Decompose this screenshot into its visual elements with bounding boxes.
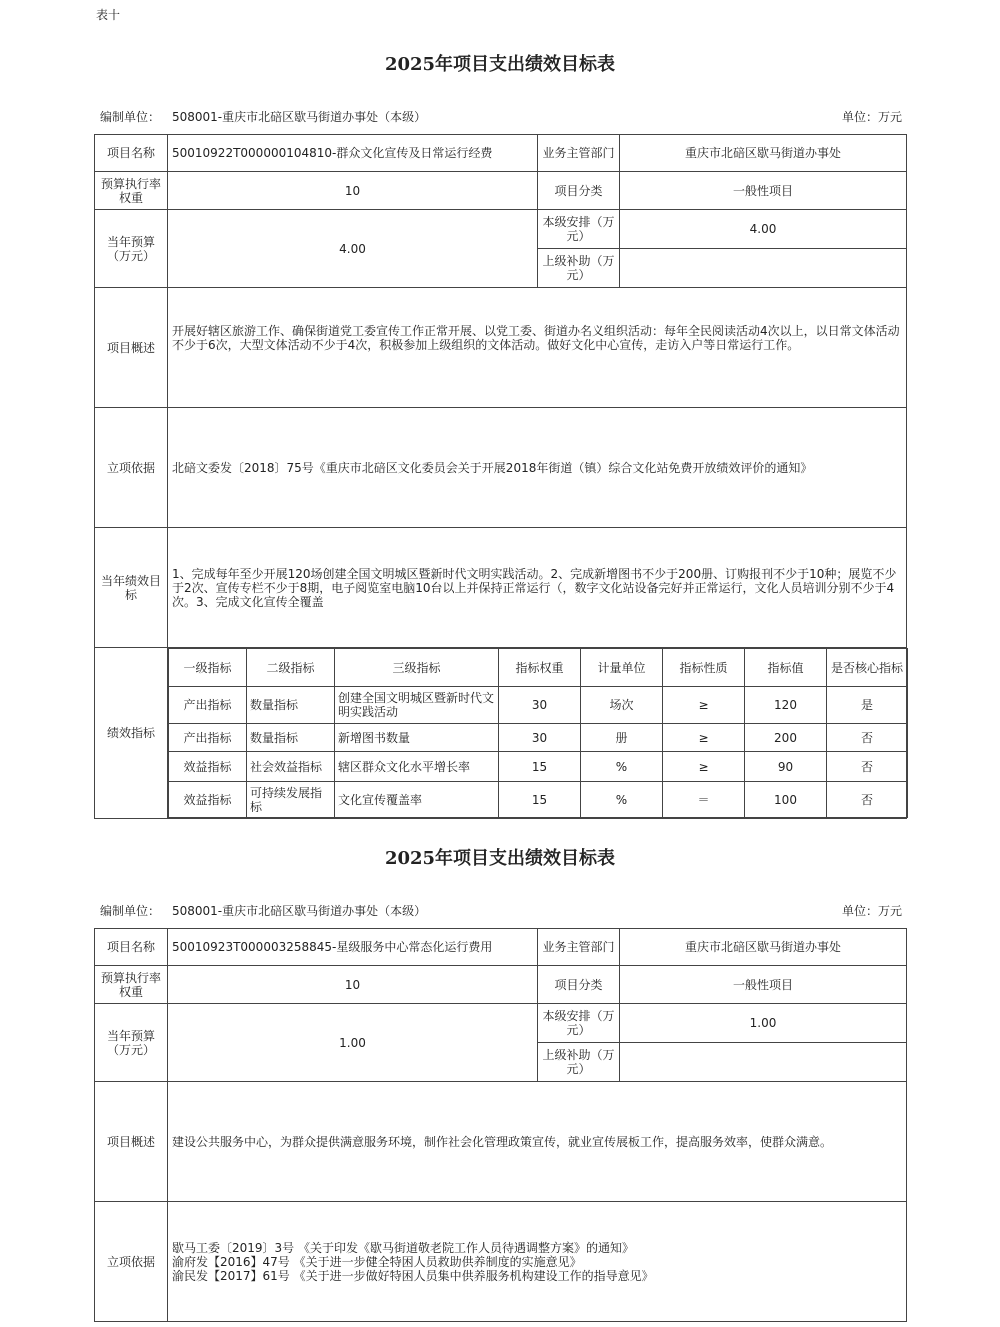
row-weight xyxy=(95,172,907,210)
header-core: 是否核心指标 xyxy=(827,649,908,687)
row-overview xyxy=(95,1082,907,1202)
unit-label: 单位：万元 xyxy=(841,110,902,124)
budget-value: 1.00 xyxy=(168,1004,538,1082)
category-value: 一般性项目 xyxy=(620,172,907,210)
indicator-level2: 数量指标 xyxy=(247,687,335,724)
compiler-label: 编制单位： xyxy=(100,904,161,918)
indicator-nature: ≥ xyxy=(663,724,745,752)
compiler-label: 编制单位： xyxy=(100,110,161,124)
basis-text-block xyxy=(168,1202,907,1322)
subsidy-label: 上级补助（万元） xyxy=(538,1043,620,1082)
indicator-value: 120 xyxy=(745,687,827,724)
indicators-label: 绩效指标 xyxy=(95,648,168,819)
own-arrangement-label: 本级安排（万元） xyxy=(538,1004,620,1043)
indicator-weight: 15 xyxy=(499,752,581,782)
basis-text: 北碚文委发〔2018〕75号《重庆市北碚区文化委员会关于开展2018年街道（镇）综合文化站免费开放绩效评价的通知》 xyxy=(168,408,907,528)
project-name-label: 项目名称 xyxy=(95,135,168,172)
project-name-value: 50010922T000000104810-群众文化宣传及日常运行经费 xyxy=(168,135,538,172)
indicator-level1: 产出指标 xyxy=(169,724,247,752)
header-level1: 一级指标 xyxy=(169,649,247,687)
indicator-unit: 册 xyxy=(581,724,663,752)
indicator-level1: 产出指标 xyxy=(169,687,247,724)
header-nature: 指标性质 xyxy=(663,649,745,687)
weight-value: 10 xyxy=(168,966,538,1004)
indicator-value: 90 xyxy=(745,752,827,782)
dept-label: 业务主管部门 xyxy=(538,135,620,172)
header-unit: 计量单位 xyxy=(581,649,663,687)
indicator-unit: % xyxy=(581,752,663,782)
project-name-value: 50010923T000003258845-星级服务中心常态化运行费用 xyxy=(168,929,538,966)
section-1-title: 2025年项目支出绩效目标表 xyxy=(384,54,616,75)
indicator-weight: 30 xyxy=(499,724,581,752)
row-goal xyxy=(95,528,907,648)
row-weight xyxy=(95,966,907,1004)
subsidy-label: 上级补助（万元） xyxy=(538,249,620,288)
table-number-label: 表十 xyxy=(96,8,121,22)
row-budget xyxy=(95,210,907,249)
table-row xyxy=(169,782,908,818)
compiler-value: 508001-重庆市北碚区歇马街道办事处（本级） xyxy=(172,904,427,918)
budget-label: 当年预算（万元） xyxy=(95,1004,168,1082)
own-arrangement-value: 1.00 xyxy=(620,1004,907,1043)
section-2-table xyxy=(94,928,907,1322)
own-arrangement-label: 本级安排（万元） xyxy=(538,210,620,249)
indicator-weight: 15 xyxy=(499,782,581,818)
row-budget xyxy=(95,1004,907,1043)
overview-label: 项目概述 xyxy=(95,288,168,408)
category-label: 项目分类 xyxy=(538,172,620,210)
indicators-table xyxy=(168,648,908,818)
indicator-core: 是 xyxy=(827,687,908,724)
indicator-level1: 效益指标 xyxy=(169,752,247,782)
subsidy-value xyxy=(620,1043,907,1082)
category-label: 项目分类 xyxy=(538,966,620,1004)
subsidy-value xyxy=(620,249,907,288)
header-weight: 指标权重 xyxy=(499,649,581,687)
goal-text: 1、完成每年至少开展120场创建全国文明城区暨新时代文明实践活动。2、完成新增图书不少于200册、订购报刊不少于10种；展览不少于2次、宣传专栏不少于8期，电子阅览室电脑10台以上并保持正常运行（，数字文化站设备完好并正常运行，文化人员培训分别不少于4次。3、完成文化宣传全覆盖 xyxy=(168,528,907,648)
basis-line: 歇马工委〔2019〕3号 《关于印发《歇马街道敬老院工作人员待遇调整方案》的通知》 xyxy=(172,1240,634,1255)
indicator-core: 否 xyxy=(827,724,908,752)
basis-label: 立项依据 xyxy=(95,1202,168,1322)
indicator-weight: 30 xyxy=(499,687,581,724)
indicator-level3: 文化宣传覆盖率 xyxy=(335,782,499,818)
indicator-level3: 新增图书数量 xyxy=(335,724,499,752)
header-level3: 三级指标 xyxy=(335,649,499,687)
indicator-header-row xyxy=(169,649,908,687)
indicator-nature: ＝ xyxy=(663,782,745,818)
row-project-name xyxy=(95,929,907,966)
indicator-level2: 社会效益指标 xyxy=(247,752,335,782)
indicator-level2: 可持续发展指标 xyxy=(247,782,335,818)
compiler-value: 508001-重庆市北碚区歇马街道办事处（本级） xyxy=(172,110,427,124)
own-arrangement-value: 4.00 xyxy=(620,210,907,249)
indicator-nature: ≥ xyxy=(663,752,745,782)
goal-label: 当年绩效目标 xyxy=(95,528,168,648)
dept-label: 业务主管部门 xyxy=(538,929,620,966)
weight-value: 10 xyxy=(168,172,538,210)
indicator-level3: 创建全国文明城区暨新时代文明实践活动 xyxy=(335,687,499,724)
section-2-title: 2025年项目支出绩效目标表 xyxy=(384,848,616,869)
indicator-nature: ≥ xyxy=(663,687,745,724)
indicator-level1: 效益指标 xyxy=(169,782,247,818)
weight-label: 预算执行率权重 xyxy=(95,172,168,210)
indicator-unit: 场次 xyxy=(581,687,663,724)
header-level2: 二级指标 xyxy=(247,649,335,687)
basis-label: 立项依据 xyxy=(95,408,168,528)
overview-text: 开展好辖区旅游工作、确保街道党工委宣传工作正常开展、以党工委、街道办名义组织活动：每年全民阅读活动4次以上，以日常文体活动不少于6次，大型文体活动不少于4次，积极参加上级组织的文体活动。做好文化中心宣传，走访入户等日常运行工作。 xyxy=(168,288,907,408)
overview-label: 项目概述 xyxy=(95,1082,168,1202)
budget-label: 当年预算（万元） xyxy=(95,210,168,288)
overview-text: 建设公共服务中心，为群众提供满意服务环境，制作社会化管理政策宣传，就业宣传展板工作，提高服务效率，使群众满意。 xyxy=(168,1082,907,1202)
indicator-level3: 辖区群众文化水平增长率 xyxy=(335,752,499,782)
indicator-unit: % xyxy=(581,782,663,818)
row-overview xyxy=(95,288,907,408)
indicator-value: 200 xyxy=(745,724,827,752)
table-row xyxy=(169,752,908,782)
basis-line: 渝府发【2016】47号 《关于进一步健全特困人员救助供养制度的实施意见》 xyxy=(172,1254,582,1269)
table-row xyxy=(169,687,908,724)
row-basis xyxy=(95,1202,907,1322)
indicators-cell xyxy=(168,648,907,819)
row-project-name xyxy=(95,135,907,172)
indicator-core: 否 xyxy=(827,782,908,818)
weight-label: 预算执行率权重 xyxy=(95,966,168,1004)
table-row xyxy=(169,724,908,752)
header-value: 指标值 xyxy=(745,649,827,687)
budget-value: 4.00 xyxy=(168,210,538,288)
dept-value: 重庆市北碚区歇马街道办事处 xyxy=(620,135,907,172)
indicator-level2: 数量指标 xyxy=(247,724,335,752)
indicator-value: 100 xyxy=(745,782,827,818)
unit-label: 单位：万元 xyxy=(841,904,902,918)
indicator-core: 否 xyxy=(827,752,908,782)
project-name-label: 项目名称 xyxy=(95,929,168,966)
category-value: 一般性项目 xyxy=(620,966,907,1004)
row-basis xyxy=(95,408,907,528)
row-indicators xyxy=(95,648,907,819)
dept-value: 重庆市北碚区歇马街道办事处 xyxy=(620,929,907,966)
section-1-table xyxy=(94,134,907,819)
basis-line: 渝民发【2017】61号 《关于进一步做好特困人员集中供养服务机构建设工作的指导意见》 xyxy=(172,1268,654,1283)
